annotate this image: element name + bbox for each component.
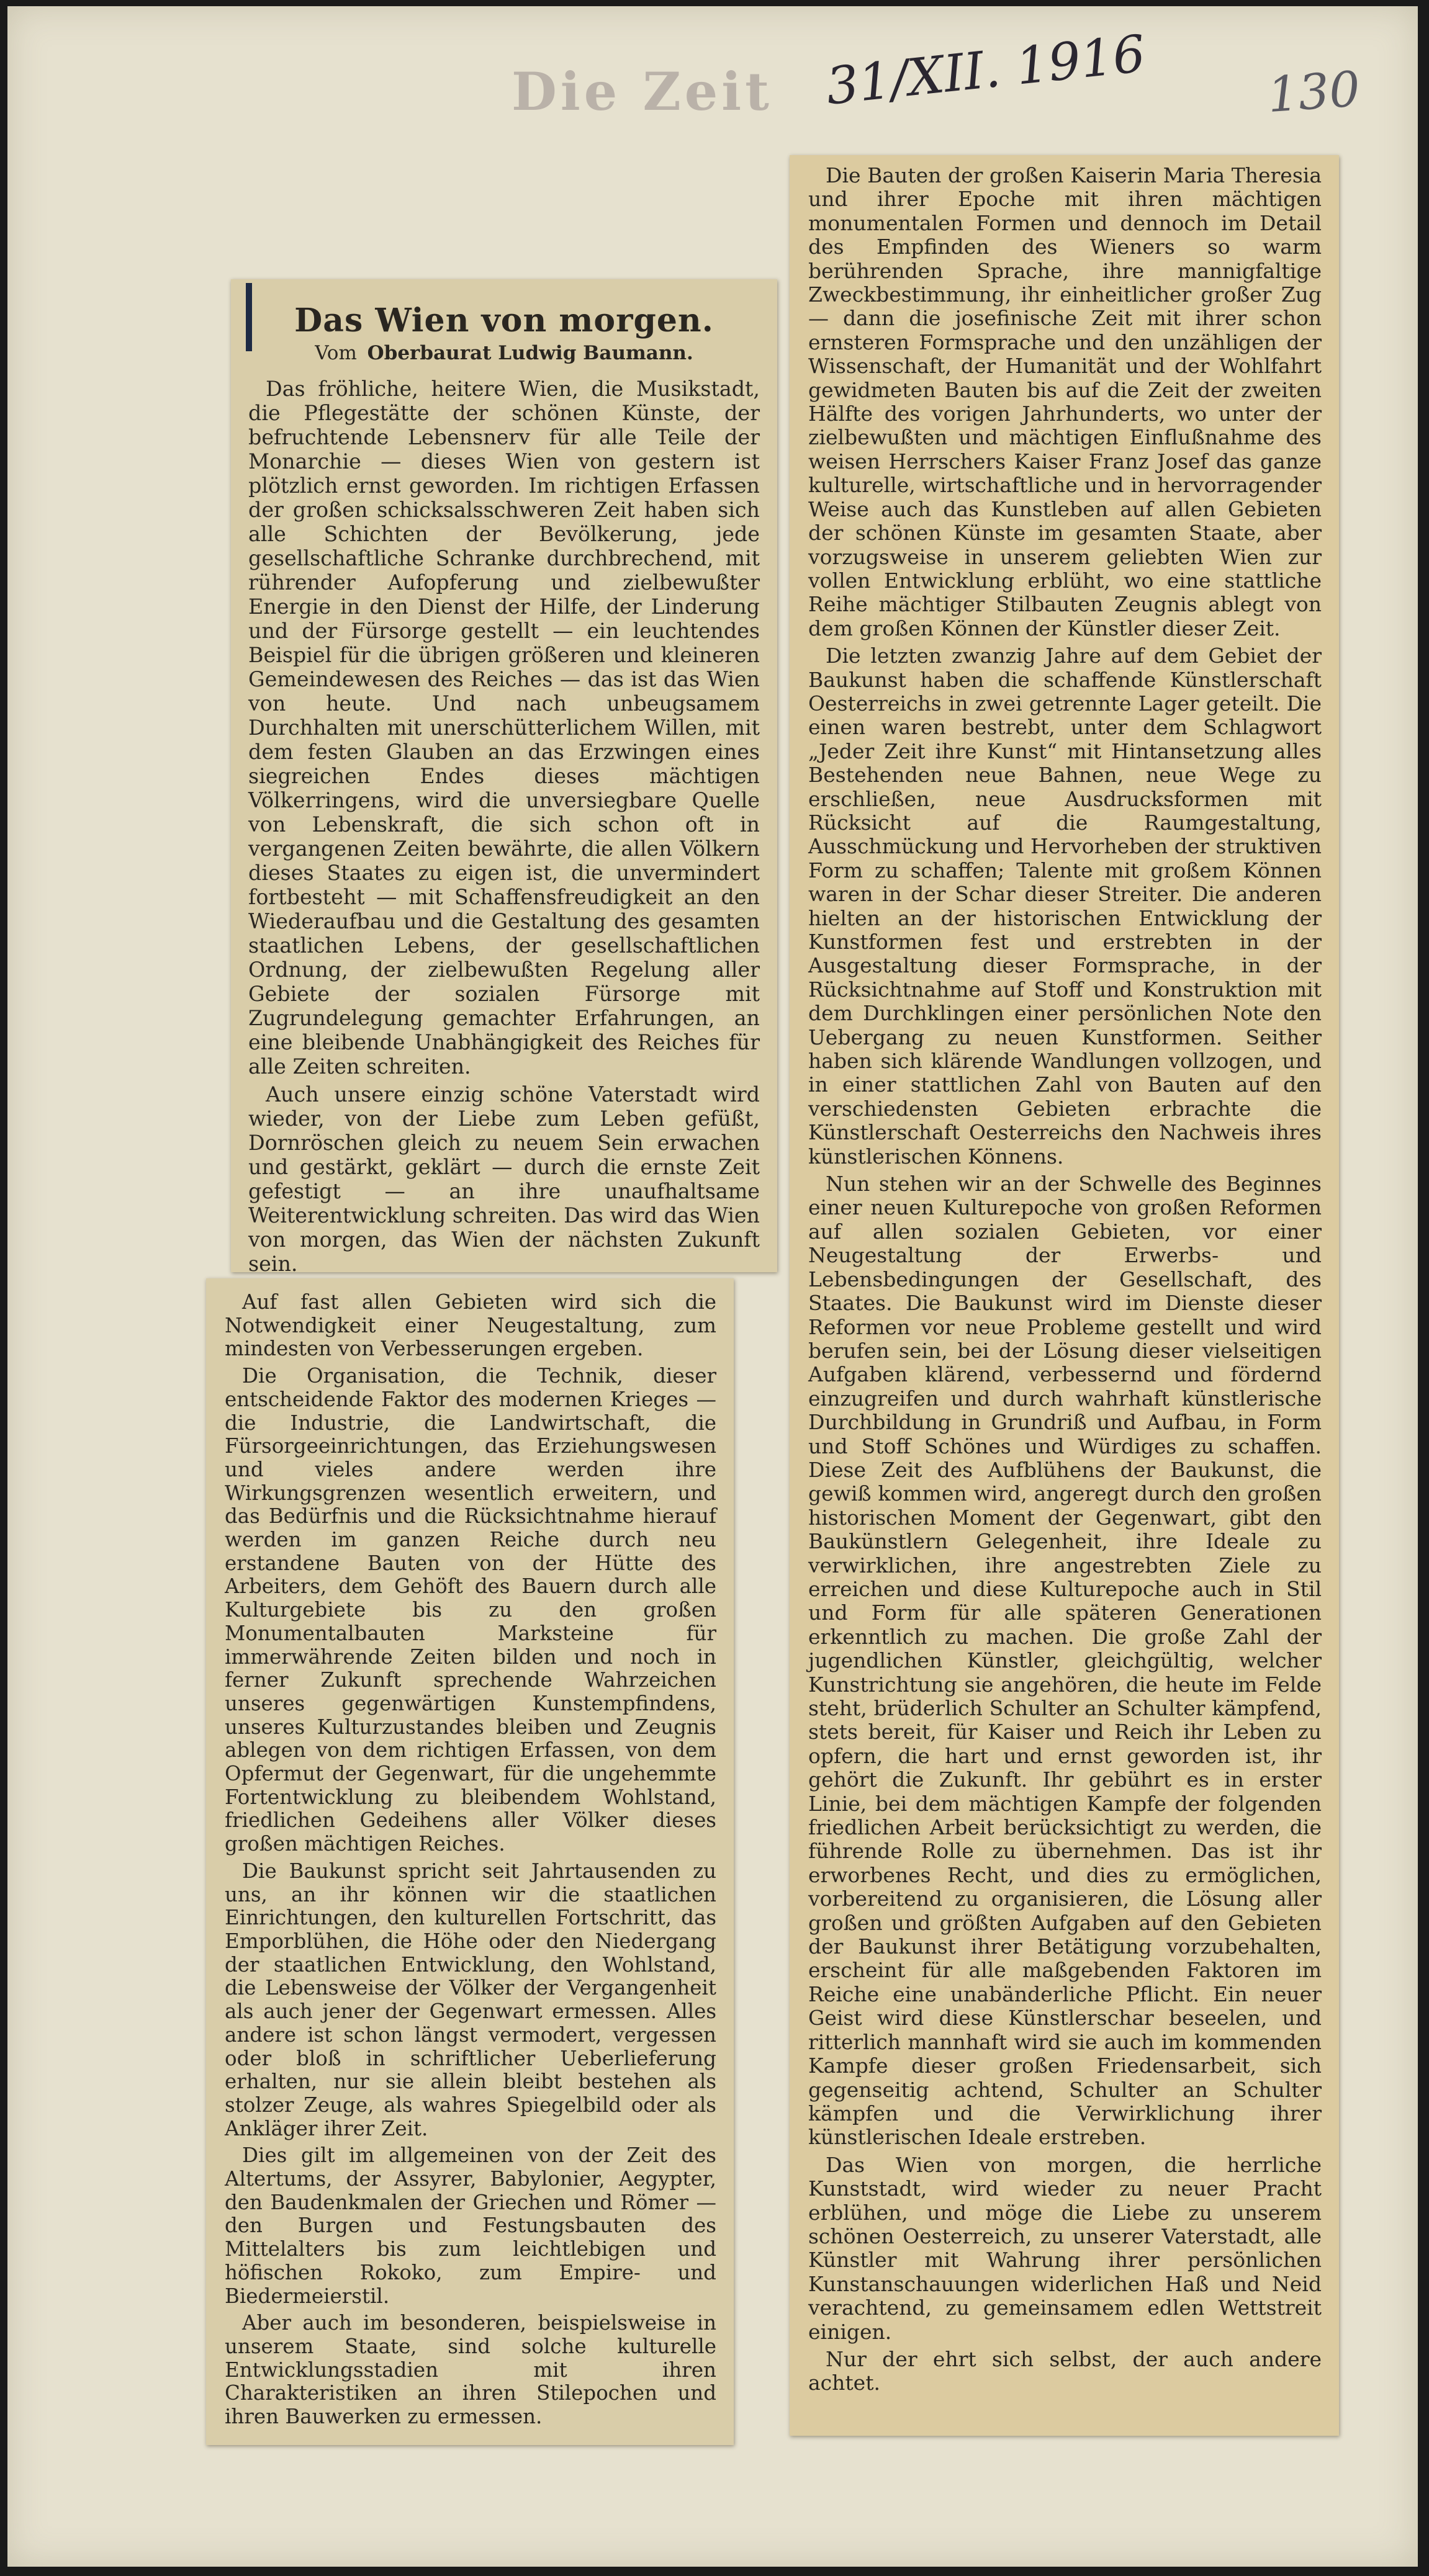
folio-number: 130: [1266, 61, 1362, 124]
byline-author: Oberbaurat Ludwig Baumann.: [367, 342, 693, 364]
paragraph: Das fröhliche, heitere Wien, die Musikstadt, die Pflegestätte der schönen Künste, der befruchtende Lebensnerv für alle Teile der Monarchie — dieses Wien von gestern ist plötzlich ernst geworden. Im richtigen Erfassen der großen schicksalsschweren Zeit haben sich alle Schichten der Bevölkerung, jede gesellschaftliche Schranke durchbrechend, mit rührender Aufopferung und zielbewußter Energie in den Dienst der Hilfe, der Linderung und der Fürsorge gestellt — ein leuchtendes Beispiel für die übrigen größeren und kleineren Gemeindewesen des Reiches — das ist das Wien von heute. Und nach unbeugsamem Durchhalten mit unerschütterlichem Willen, mit dem festen Glauben an das Erzwingen eines siegreichen Endes dieses mächtigen Völkerringens, wird die unversiegbare Quelle von Lebenskraft, die sich schon oft in vergangenen Zeiten bewährte, die allen Völkern dieses Staates zu eigen ist, die unvermindert fortbesteht — mit Schaffensfreudigkeit an den Wiederaufbau und die Gestaltung des gesamten staatlichen Lebens, der gesellschaftlichen Ordnung, der zielbewußten Regelung aller Gebiete der sozialen Fürsorge mit Zugrundelegung gemachter Erfahrungen, an eine bleibende Unabhängigkeit des Reiches für alle Zeiten schreiten.: [248, 377, 760, 1079]
paragraph: Die Organisation, die Technik, dieser entscheidende Faktor des modernen Krieges — die Industrie, die Landwirtschaft, die Fürsorgeeinrichtungen, das Erziehungswesen und vieles andere werden ihre Wirkungsgrenzen wesentlich erweitern, und das Bedürfnis und die Rücksichtnahme hierauf werden im ganzen Reiche durch neu erstandene Bauten von der Hütte des Arbeiters, dem Gehöft des Bauern durch alle Kulturgebiete bis zu den großen Monumentalbauten Marksteine für immerwährende Zeiten bilden und noch in ferner Zukunft sprechende Wahrzeichen unseres gegenwärtigen Kunstempfindens, unseres Kulturzustandes bleiben und Zeugnis ablegen von dem richtigen Erfassen, von dem Opfermut der Gegenwart, für die ungehemmte Fortentwicklung zu bleibendem Wohlstand, friedlichen Gedeihens aller Völker dieses großen mächtigen Reiches.: [225, 1364, 716, 1856]
byline-prefix: Vom: [315, 342, 357, 364]
clipping-title-column: [231, 279, 777, 1276]
paragraph: Auch unsere einzig schöne Vaterstadt wird wieder, von der Liebe zum Leben gefüßt, Dornröschen gleich zu neuem Sein erwachen und gestärkt, geklärt — durch die ernste Zeit gefestigt — an ihre unaufhaltsame Weiterentwicklung schreiten. Das wird das Wien von morgen, das Wien der nächsten Zukunft sein.: [248, 1082, 760, 1276]
paragraph: Nur der ehrt sich selbst, der auch andere achtet.: [808, 2346, 1322, 2395]
paragraph: Auf fast allen Gebieten wird sich die Notwendigkeit einer Neugestaltung, zum mindesten von Verbesserungen ergeben.: [225, 1290, 716, 1361]
paragraph: Die letzten zwanzig Jahre auf dem Gebiet der Baukunst haben die schaffende Künstlerschaft Oesterreichs in zwei getrennte Lager geteilt. Die einen waren bestrebt, unter dem Schlagwort „Jeder Zeit ihre Kunst“ mit Hintansetzung alles Bestehenden neue Bahnen, neue Wege zu erschließen, neue Ausdrucksformen mit Rücksicht auf die Raumgestaltung, Ausschmückung und Hervorheben der struktiven Form zu schaffen; Talente mit großem Können waren in der Schar dieser Streiter. Die anderen hielten an der historischen Entwicklung der Kunstformen fest und erstrebten in der Ausgestaltung dieser Formsprache, in der Rücksichtnahme auf Stoff und Konstruktion mit dem Durchklingen einer persönlichen Note den Uebergang zu neuen Kunstformen. Seither haben sich klärende Wandlungen vollzogen, und in einer stattlichen Zahl von Bauten auf den verschiedensten Gebieten erbrachte die Künstlerschaft Oesterreichs den Nachweis ihres künstlerischen Könnens.: [808, 644, 1322, 1169]
newspaper-stamp: Die Zeit: [512, 61, 773, 122]
blue-marker-line: [246, 283, 252, 351]
paragraph: Aber auch im besonderen, beispielsweise in unserem Staate, sind solche kulturelle Entwicklungsstadien mit ihren Charakteristiken an ihren Stilepochen und ihren Bauwerken zu ermessen.: [225, 2311, 716, 2429]
paragraph: Die Baukunst spricht seit Jahrtausenden zu uns, an ihr können wir die staatlichen Einrichtungen, den kulturellen Fortschritt, das Emporblühen, die Höhe oder den Niedergang der staatlichen Entwicklung, den Wohlstand, die Lebensweise der Völker der Vergangenheit als auch jener der Gegenwart ermessen. Alles andere ist schon längst vermodert, vergessen oder bloß in schriftlicher Ueberlieferung erhalten, nur sie allein bleibt bestehen als stolzer Zeuge, als wahres Spiegelbild oder als Ankläger ihrer Zeit.: [225, 1859, 716, 2140]
clipping-right-column: [790, 155, 1339, 2436]
handwritten-date: 31/XII. 1916: [823, 24, 1148, 117]
paragraph: Das Wien von morgen, die herrliche Kunststadt, wird wieder zu neuer Pracht erblühen, und möge die Liebe zu unserem schönen Oesterreich, zu unserer Vaterstadt, alle Künstler mit Wahrung ihrer persönlichen Kunstanschauungen widerlichen Haß und Neid verachtend, zu gemeinsamem edlen Wettstreit einigen.: [808, 2152, 1322, 2344]
clipping-lower-left: [206, 1278, 734, 2445]
article-title: Das Wien von morgen.: [294, 302, 714, 339]
article-byline: [248, 342, 760, 364]
paragraph: Dies gilt im allgemeinen von der Zeit des Altertums, der Assyrer, Babylonier, Aegypter, den Baudenkmalen der Griechen und Römer — den Burgen und Festungsbauten des Mittelalters bis zum leichtlebigen und höfischen Rokoko, zum Empire- und Biedermeierstil.: [225, 2143, 716, 2308]
paragraph: Die Bauten der großen Kaiserin Maria Theresia und ihrer Epoche mit ihren mächtigen monumentalen Formen und dennoch im Detail des Empfinden des Wieners so warm berührenden Sprache, ihre mannigfaltige Zweckbestimmung, ihr einheitlicher großer Zug — dann die josefinische Zeit mit ihrer schon ernsteren Formsprache und den unzähligen der Wissenschaft, der Humanität und der Wohlfahrt gewidmeten Bauten bis auf die Zeit der zweiten Hälfte des vorigen Jahrhunderts, wo unter der zielbewußten und mächtigen Einflußnahme des weisen Herrschers Kaiser Franz Josef das ganze kulturelle, wirtschaftliche und in hervorragender Weise auch das Kunstleben auf allen Gebieten der schönen Künste im gesamten Staate, aber vorzugsweise in unserem geliebten Wien zur vollen Entwicklung erblüht, wo eine stattliche Reihe mächtiger Stilbauten Zeugnis ablegt von dem großen Können der Künstler dieser Zeit.: [808, 163, 1322, 640]
archive-sheet: [7, 6, 1418, 2567]
paragraph: Nun stehen wir an der Schwelle des Beginnes einer neuen Kulturepoche von großen Reformen auf allen sozialen Gebieten, vor einer Neugestaltung der Erwerbs- und Lebensbedingungen der Gesellschaft, des Staates. Die Baukunst wird im Dienste dieser Reformen vor neue Probleme gestellt und wird berufen sein, bei der Lösung dieser vielseitigen Aufgaben klärend, verbessernd und fördernd einzugreifen und durch wahrhaft künstlerische Durchbildung in Grundriß und Aufbau, in Form und Stoff Schönes und Würdiges zu schaffen. Diese Zeit des Aufblühens der Baukunst, die gewiß kommen wird, angeregt durch den großen historischen Moment der Gegenwart, gibt den Baukünstlern Gelegenheit, ihre Ideale zu verwirklichen, ihre angestrebten Ziele zu erreichen und diese Kulturepoche auch in Stil und Form für alle späteren Generationen erkenntlich zu machen. Die große Zahl der jugendlichen Künstler, gleichgültig, welcher Kunstrichtung sie angehören, die heute im Felde steht, brüderlich Schulter an Schulter kämpfend, stets bereit, für Kaiser und Reich ihr Leben zu opfern, die hart und ernst geworden ist, ihr gehört die Zukunft. Ihr gebührt es in erster Linie, bei dem mächtigen Kampfe der folgenden friedlichen Arbeit berücksichtigt zu werden, die führende Rolle zu übernehmen. Das ist ihr erworbenes Recht, und dies zu ermöglichen, vorbereitend zu organisieren, die Lösung aller großen und größten Aufgaben auf den Gebieten der Baukunst ihrer Betätigung vorzubehalten, erscheint für alle maßgebenden Faktoren im Reiche eine unabänderliche Pflicht. Ein neuer Geist wird diese Künstlerschar beseelen, und ritterlich mannhaft wird sie auch im kommenden Kampfe dieser großen Friedensarbeit, sich gegenseitig achtend, Schulter an Schulter kämpfen und die Verwirklichung ihrer künstlerischen Ideale erstreben.: [808, 1172, 1322, 2150]
